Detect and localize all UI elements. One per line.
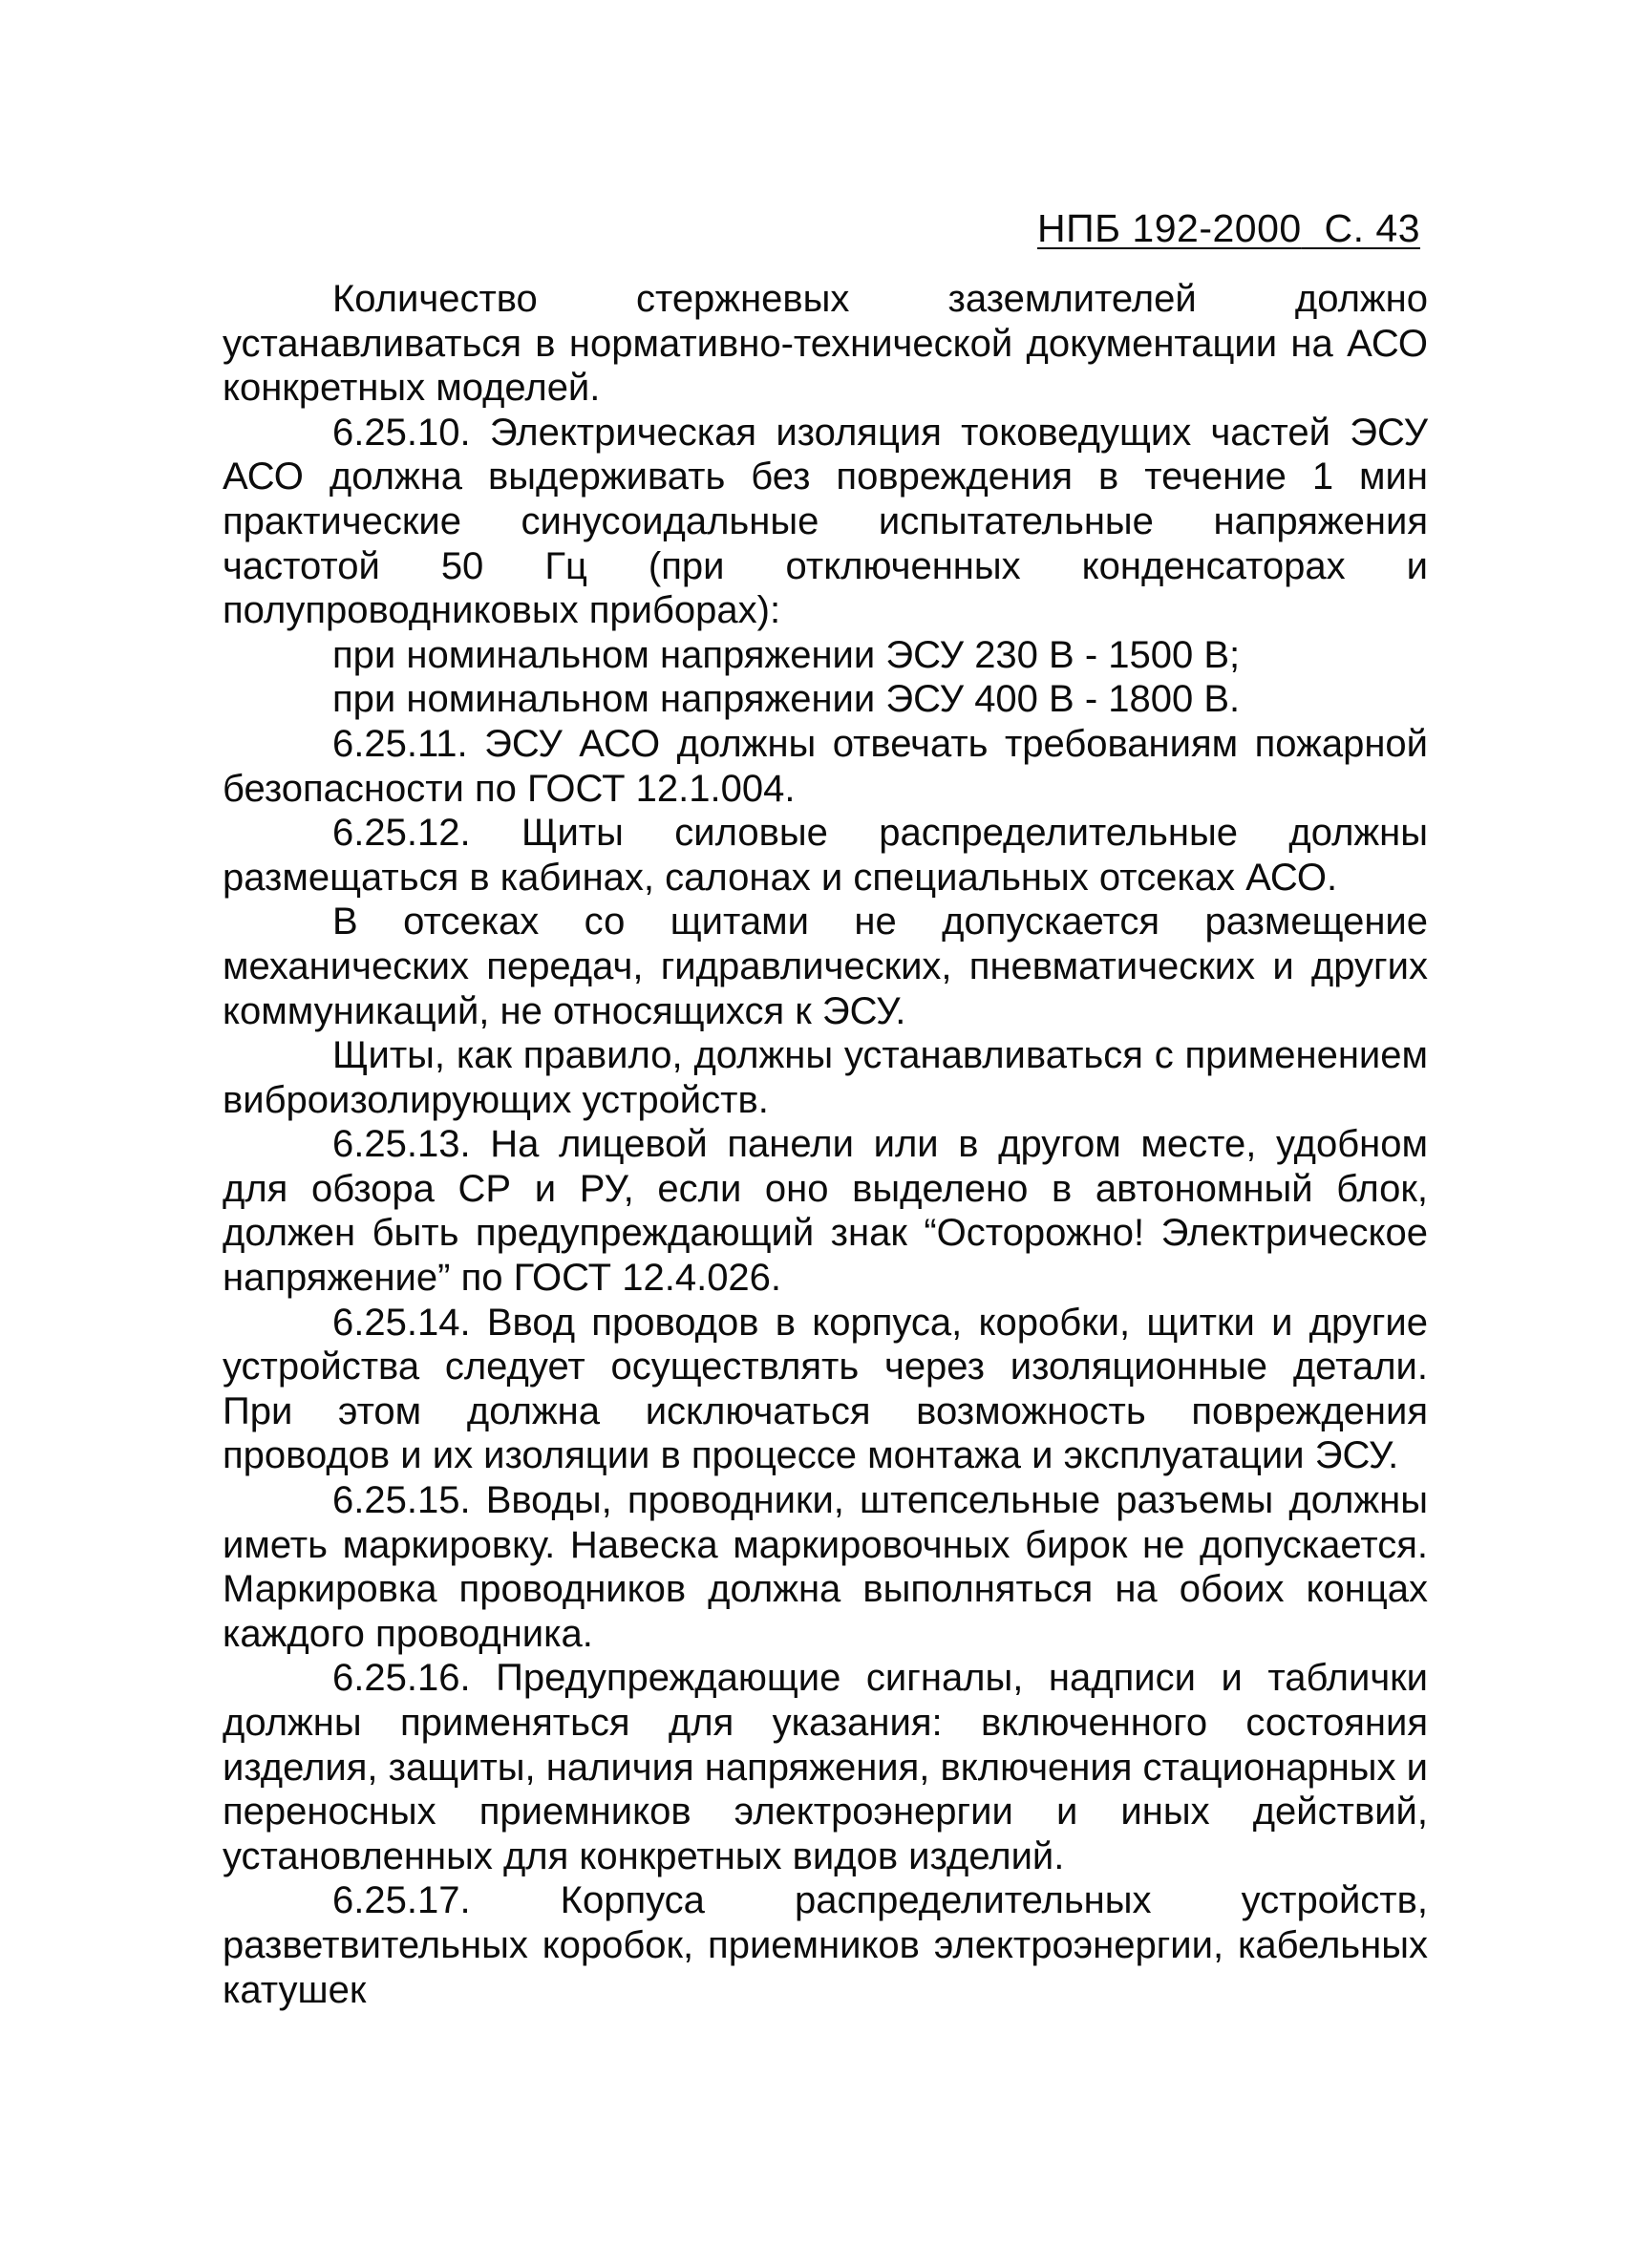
paragraph: 6.25.16. Предупреждающие сигналы, надписи и таблички должны применяться для указания: включенного состояния изделия, защиты, наличия напряжения, включения стационарных и переносных приемников электроэнергии и иных действий, установленных для конкретных видов изделий. bbox=[223, 1657, 1428, 1877]
paragraph: 6.25.10. Электрическая изоляция токоведущих частей ЭСУ АСО должна выдерживать без повреждения в течение 1 мин практические синусоидальные испытательные напряжения частотой 50 Гц (при отключенных конденсаторах и полупроводниковых приборах): bbox=[223, 411, 1428, 632]
paragraph: при номинальном напряжении ЭСУ 400 В - 1800 В. bbox=[332, 678, 1241, 721]
paragraph: 6.25.15. Вводы, проводники, штепсельные разъемы должны иметь маркировку. Навеска маркировочных бирок не допускается. Маркировка проводников должна выполняться на обоих концах каждого проводника. bbox=[223, 1479, 1428, 1655]
paragraph: 6.25.11. ЭСУ АСО должны отвечать требованиям пожарной безопасности по ГОСТ 12.1.004. bbox=[223, 722, 1428, 810]
paragraph: Количество стержневых заземлителей должно устанавливаться в нормативно-технической документации на АСО конкретных моделей. bbox=[223, 278, 1428, 410]
paragraph: 6.25.14. Ввод проводов в корпуса, коробки, щитки и другие устройства следует осуществлять через изоляционные детали. При этом должна исключаться возможность повреждения проводов и их изоляции в процессе монтажа и эксплуатации ЭСУ. bbox=[223, 1301, 1428, 1477]
paragraph: Щиты, как правило, должны устанавливаться с применением виброизолирующих устройств. bbox=[223, 1034, 1428, 1121]
document-body bbox=[223, 277, 1428, 2012]
page-header bbox=[1037, 205, 1420, 251]
paragraph: 6.25.12. Щиты силовые распределительные должны размещаться в кабинах, салонах и специальных отсеках АСО. bbox=[223, 812, 1428, 899]
paragraph: 6.25.17. Корпуса распределительных устройств, разветвительных коробок, приемников электроэнергии, кабельных катушек bbox=[223, 1879, 1428, 2011]
paragraph: при номинальном напряжении ЭСУ 230 В - 1500 В; bbox=[332, 633, 1241, 676]
paragraph: В отсеках со щитами не допускается размещение механических передач, гидравлических, пневматических и других коммуникаций, не относящихся к ЭСУ. bbox=[223, 901, 1428, 1032]
paragraph: 6.25.13. На лицевой панели или в другом месте, удобном для обзора СР и РУ, если оно выделено в автономный блок, должен быть предупреждающий знак “Осторожно! Электрическое напряжение” по ГОСТ 12.4.026. bbox=[223, 1123, 1428, 1300]
document-id: НПБ 192-2000 bbox=[1037, 206, 1302, 250]
page-number: С. 43 bbox=[1324, 206, 1420, 250]
